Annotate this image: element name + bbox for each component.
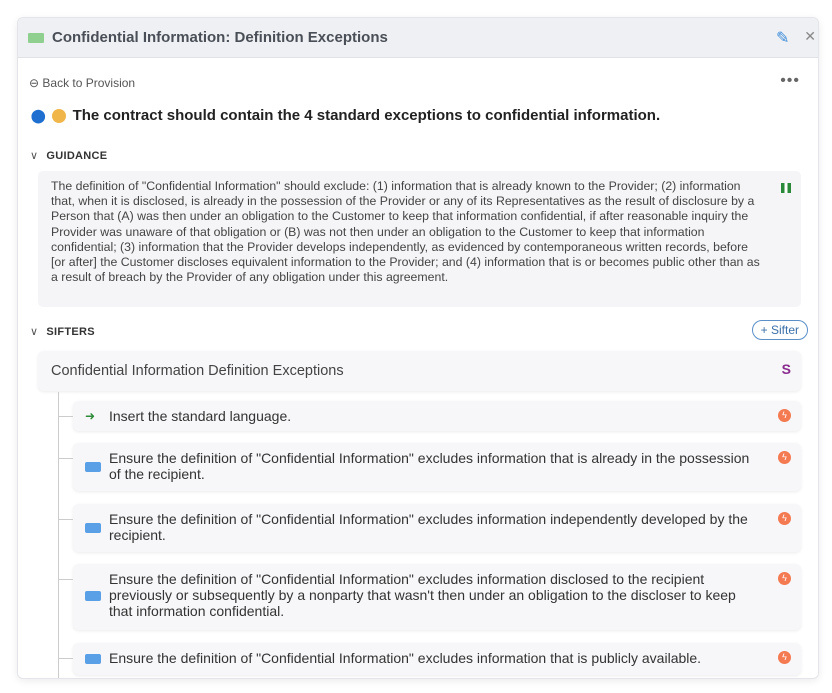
sifter-item[interactable] <box>73 504 801 552</box>
provision-heading <box>31 107 660 124</box>
sifters-label: SIFTERS <box>46 326 95 338</box>
panel-title: Confidential Information: Definition Exceptions <box>52 29 388 46</box>
bolt-icon[interactable]: ϟ <box>778 409 791 422</box>
bolt-icon[interactable]: ϟ <box>778 651 791 664</box>
back-label: Back to Provision <box>42 76 136 90</box>
bolt-icon[interactable]: ϟ <box>778 572 791 585</box>
sifters-toggle[interactable] <box>30 325 95 338</box>
sifter-item-text: Ensure the definition of "Confidential Information" excludes information that is already in the possession of the recipient. <box>109 450 750 482</box>
back-arrow-icon: ⊖ <box>29 76 43 90</box>
status-badge-icon <box>52 109 66 123</box>
back-to-provision-link[interactable] <box>29 76 135 90</box>
edit-icon <box>85 591 101 601</box>
edit-icon <box>85 462 101 472</box>
guidance-text: The definition of "Confidential Information" should exclude: (1) information that is already known to the Provider; (2) information that, when it is disclosed, is already in the possession of the Provider or any of its Representatives as the result of disclosure by a Person that (A) was then under an obligation to the Customer to keep that information confidential, if after reasonable inquiry the Provider was unaware of that obligation or (B) was not then under an obligation to the Customer to keep that information confidential; (3) information that the Provider develops independently, as evidenced by contemporaneous written records, before [or after] the Customer discloses equivalent information to the Provider; and (4) information that is or becomes public other than as a result of breach by the Provider of any obligation under this agreement. <box>51 179 760 285</box>
sifter-item[interactable] <box>73 443 801 491</box>
sifter-route-icon[interactable]: S <box>781 361 791 377</box>
provision-statement: The contract should contain the 4 standard exceptions to confidential information. <box>72 107 661 124</box>
sifter-item-text: Ensure the definition of "Confidential Information" excludes information that is publicly available. <box>109 650 702 666</box>
guidance-box <box>38 171 801 307</box>
flag-icon <box>781 183 791 193</box>
guidance-toggle[interactable] <box>30 149 107 162</box>
edit-icon <box>85 523 101 533</box>
sifter-item-text: Ensure the definition of "Confidential Information" excludes information disclosed to the recipient previously or subsequently by a nonparty that wasn't then under an obligation to the discloser to keep that information confidential. <box>109 571 736 619</box>
sifter-item[interactable] <box>73 401 801 431</box>
close-icon[interactable]: ✕ <box>804 28 816 44</box>
location-pin-icon: ⬤ <box>31 107 46 123</box>
edit-icon[interactable]: ✎ <box>776 30 790 47</box>
chevron-down-icon: ∨ <box>30 326 39 338</box>
sifter-group[interactable] <box>38 351 801 391</box>
sifter-item[interactable] <box>73 564 801 630</box>
edit-icon <box>85 654 101 664</box>
add-sifter-button[interactable]: + Sifter <box>752 320 808 340</box>
bolt-icon[interactable]: ϟ <box>778 451 791 464</box>
guidance-label: GUIDANCE <box>46 150 108 162</box>
chevron-down-icon: ∨ <box>30 150 39 162</box>
panel-header <box>18 18 818 58</box>
sifter-item-text: Ensure the definition of "Confidential Information" excludes information independently developed by the recipient. <box>109 511 748 543</box>
tree-line <box>58 392 59 679</box>
bolt-icon[interactable]: ϟ <box>778 512 791 525</box>
document-flag-icon <box>28 33 44 43</box>
more-options-button[interactable]: ••• <box>780 72 800 89</box>
sifter-group-title: Confidential Information Definition Exceptions <box>51 363 344 379</box>
insert-icon: ➜ <box>85 409 96 423</box>
provision-panel <box>17 17 819 679</box>
sifter-item-text: Insert the standard language. <box>109 408 292 424</box>
sifter-item[interactable] <box>73 643 801 675</box>
